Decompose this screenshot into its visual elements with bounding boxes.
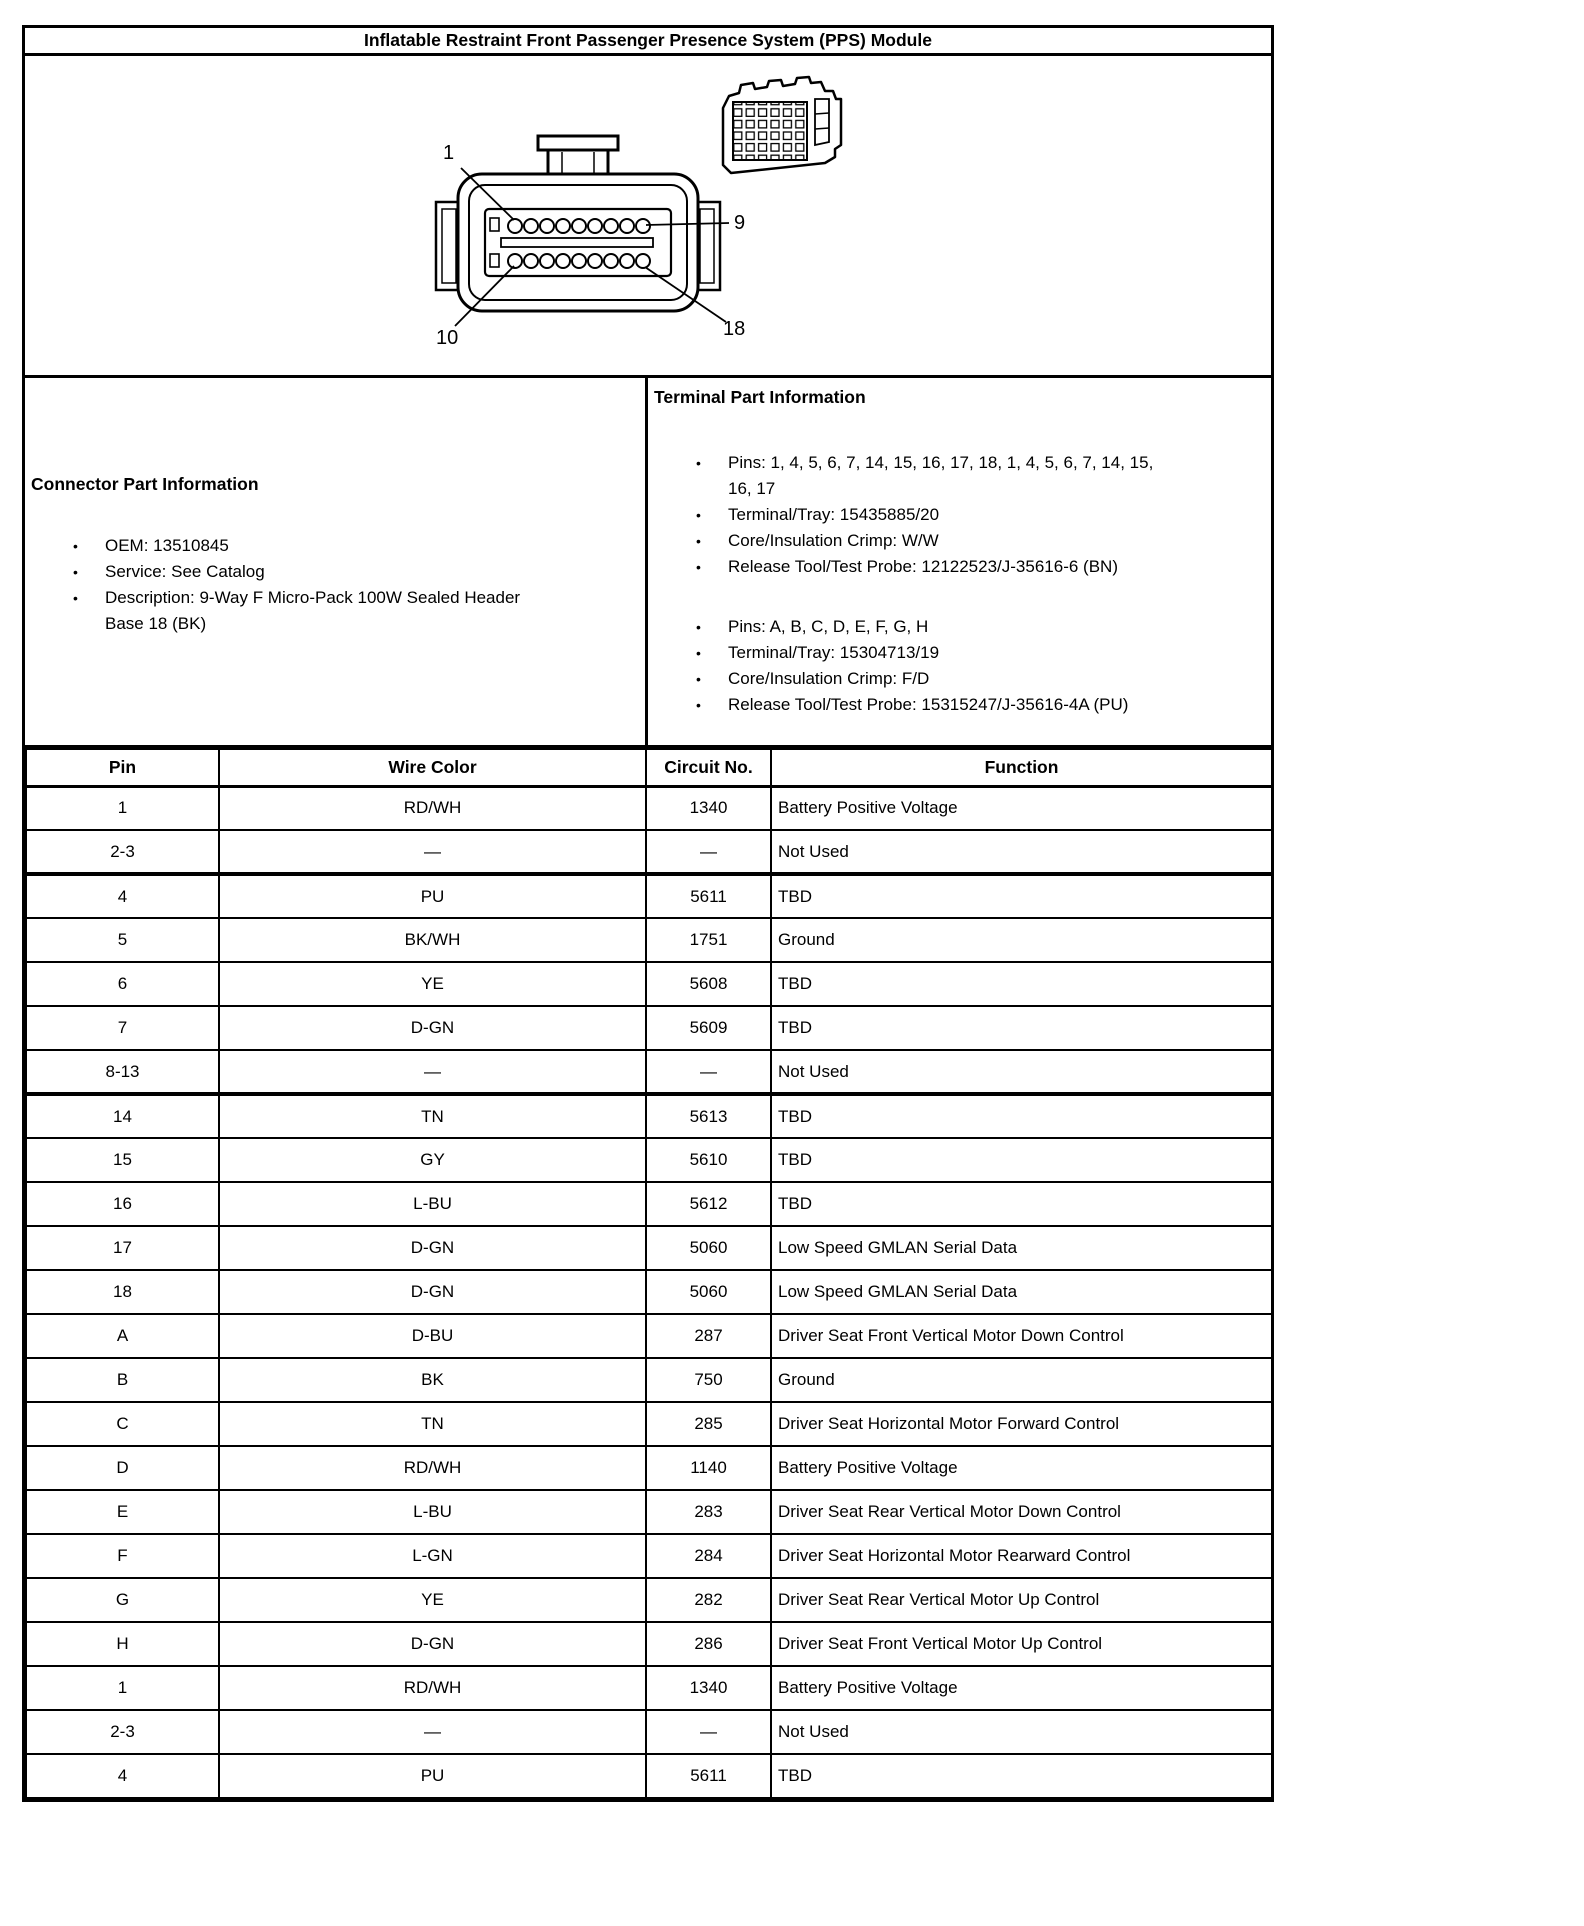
cell-wire-color: D-GN [219,1622,646,1666]
cell-pin: E [26,1490,219,1534]
pin-table-row [26,1666,1272,1710]
cell-circuit-no: 5610 [646,1138,771,1182]
latch-flange [538,136,618,150]
cell-wire-color: TN [219,1094,646,1138]
col-header-function: Function [771,749,1272,786]
cell-circuit-no: 284 [646,1534,771,1578]
pin-table-row [26,1358,1272,1402]
cell-circuit-no: 5613 [646,1094,771,1138]
bullet-item [654,692,1257,718]
bullet-text: Core/Insulation Crimp: F/D [728,669,930,688]
cell-wire-color: GY [219,1138,646,1182]
cell-function: Not Used [771,1050,1272,1094]
cell-wire-color: L-BU [219,1182,646,1226]
bullet-item [31,533,635,559]
cell-function: TBD [771,1754,1272,1798]
cell-pin: 18 [26,1270,219,1314]
pin-table-row [26,1270,1272,1314]
bullet-text: Service: See Catalog [105,562,265,581]
cell-wire-color: D-GN [219,1006,646,1050]
terminal-part-info-list-1 [654,450,1257,580]
bullet-item [654,502,1257,528]
cell-pin: 15 [26,1138,219,1182]
pin-table-row [26,1050,1272,1094]
cell-circuit-no: — [646,1050,771,1094]
cell-circuit-no: 5060 [646,1270,771,1314]
pin-table-row [26,1622,1272,1666]
bullet-text: Release Tool/Test Probe: 15315247/J-35616-4A (PU) [728,695,1129,714]
col-header-circuit-no: Circuit No. [646,749,771,786]
cell-wire-color: RD/WH [219,1666,646,1710]
pin-table-row [26,1534,1272,1578]
pin-table-row [26,786,1272,830]
pin-table-row [26,1182,1272,1226]
cell-pin: H [26,1622,219,1666]
cell-wire-color: PU [219,1754,646,1798]
callout-pin-18: 18 [723,318,746,340]
cell-wire-color: RD/WH [219,786,646,830]
cell-function: Driver Seat Rear Vertical Motor Up Control [771,1578,1272,1622]
bullet-text: Terminal/Tray: 15435885/20 [728,505,940,524]
cell-circuit-no: 5611 [646,874,771,918]
cell-circuit-no: 286 [646,1622,771,1666]
cell-function: TBD [771,1138,1272,1182]
cell-circuit-no: 282 [646,1578,771,1622]
pin-table-row [26,874,1272,918]
cell-function: Battery Positive Voltage [771,1446,1272,1490]
part-information-row [25,378,1271,748]
bullet-icon: • [696,455,701,471]
bullet-text: Pins: A, B, C, D, E, F, G, H [728,617,929,636]
terminal-part-info-title: Terminal Part Information [654,387,866,407]
connector-diagram [25,56,1271,378]
pin-table-body [26,786,1272,1798]
pin-table [25,748,1273,1799]
cell-circuit-no: 283 [646,1490,771,1534]
cell-function: Low Speed GMLAN Serial Data [771,1270,1272,1314]
terminal-part-info-section [648,378,1271,745]
bullet-icon: • [696,533,701,549]
callout-pin-1: 1 [443,142,455,164]
cell-pin: A [26,1314,219,1358]
cell-function: Not Used [771,1710,1272,1754]
cell-function: TBD [771,1094,1272,1138]
cell-pin: 1 [26,786,219,830]
cell-circuit-no: 1751 [646,918,771,962]
cell-wire-color: TN [219,1402,646,1446]
document-title: Inflatable Restraint Front Passenger Presence System (PPS) Module [364,30,932,50]
cell-function: TBD [771,1006,1272,1050]
bullet-icon: • [696,671,701,687]
bullet-icon: • [73,590,78,606]
cell-pin: C [26,1402,219,1446]
cell-pin: 2-3 [26,1710,219,1754]
pin-row-bottom [508,254,650,268]
connector-part-info-title: Connector Part Information [31,474,259,494]
bullet-icon: • [696,645,701,661]
cell-circuit-no: 1140 [646,1446,771,1490]
bullet-item [654,528,1257,554]
bullet-text: Terminal/Tray: 15304713/19 [728,643,940,662]
cell-function: Driver Seat Horizontal Motor Rearward Control [771,1534,1272,1578]
col-header-pin: Pin [26,749,219,786]
connector-part-info-list [31,533,635,637]
pin-table-header-row [26,749,1272,786]
bullet-icon: • [696,619,701,635]
bullet-text: Description: 9-Way F Micro-Pack 100W Sealed Header Base 18 (BK) [105,588,521,633]
connector-front-view [436,136,729,326]
cell-pin: 16 [26,1182,219,1226]
connector-document [22,25,1274,1802]
pin-table-row [26,830,1272,874]
connector-part-info-section [25,378,648,745]
bullet-text: Release Tool/Test Probe: 12122523/J-35616-6 (BN) [728,557,1118,576]
pin-table-row [26,962,1272,1006]
bullet-text: Pins: 1, 4, 5, 6, 7, 14, 15, 16, 17, 18, 1, 4, 5, 6, 7, 14, 15, 16, 17 [728,453,1154,498]
cell-wire-color: YE [219,1578,646,1622]
pin-table-row [26,1446,1272,1490]
connector-perspective-view [723,77,841,173]
cell-function: TBD [771,1182,1272,1226]
cell-circuit-no: 5060 [646,1226,771,1270]
cell-pin: B [26,1358,219,1402]
cell-circuit-no: 285 [646,1402,771,1446]
cell-function: Battery Positive Voltage [771,1666,1272,1710]
cell-pin: D [26,1446,219,1490]
cell-circuit-no: 1340 [646,786,771,830]
bullet-item [654,614,1257,640]
cell-function: Battery Positive Voltage [771,786,1272,830]
pin-table-row [26,1094,1272,1138]
cell-function: Driver Seat Horizontal Motor Forward Control [771,1402,1272,1446]
cell-function: Not Used [771,830,1272,874]
pin-table-row [26,1490,1272,1534]
callout-pin-9: 9 [734,212,746,234]
cell-pin: 17 [26,1226,219,1270]
cell-wire-color: PU [219,874,646,918]
bullet-icon: • [696,507,701,523]
cell-wire-color: L-GN [219,1534,646,1578]
bullet-text: OEM: 13510845 [105,536,229,555]
cell-circuit-no: 1340 [646,1666,771,1710]
bullet-item [654,554,1257,580]
cell-pin: F [26,1534,219,1578]
cell-function: TBD [771,874,1272,918]
cell-circuit-no: 5609 [646,1006,771,1050]
col-header-wire-color: Wire Color [219,749,646,786]
cell-circuit-no: — [646,1710,771,1754]
cell-function: Ground [771,1358,1272,1402]
cell-circuit-no: 287 [646,1314,771,1358]
cell-function: Low Speed GMLAN Serial Data [771,1226,1272,1270]
cell-wire-color: — [219,830,646,874]
pin-table-row [26,1138,1272,1182]
cell-wire-color: L-BU [219,1490,646,1534]
pin-table-row [26,1402,1272,1446]
center-slot [501,238,653,247]
cell-pin: 1 [26,1666,219,1710]
cell-pin: 4 [26,874,219,918]
cell-function: Ground [771,918,1272,962]
cell-pin: 4 [26,1754,219,1798]
bullet-item [654,450,1257,502]
cell-wire-color: D-GN [219,1226,646,1270]
cell-wire-color: D-BU [219,1314,646,1358]
bullet-item [31,585,635,637]
pin-table-row [26,1710,1272,1754]
pin-table-row [26,1006,1272,1050]
cell-circuit-no: 5611 [646,1754,771,1798]
cell-function: TBD [771,962,1272,1006]
pin-row-top [508,219,650,233]
cell-circuit-no: 5608 [646,962,771,1006]
cell-wire-color: RD/WH [219,1446,646,1490]
pin-table-row [26,1578,1272,1622]
terminal-part-info-list-2 [654,614,1257,718]
bullet-icon: • [73,564,78,580]
callout-pin-10: 10 [436,327,459,349]
cell-wire-color: BK [219,1358,646,1402]
document-title-bar [25,28,1271,56]
bullet-icon: • [696,697,701,713]
cell-wire-color: — [219,1710,646,1754]
pin-table-row [26,1314,1272,1358]
pin-table-row [26,1754,1272,1798]
cell-wire-color: BK/WH [219,918,646,962]
bullet-item [31,559,635,585]
cell-pin: 7 [26,1006,219,1050]
cell-circuit-no: 5612 [646,1182,771,1226]
cell-function: Driver Seat Front Vertical Motor Up Control [771,1622,1272,1666]
cell-function: Driver Seat Rear Vertical Motor Down Control [771,1490,1272,1534]
connector-diagram-panel [25,56,1271,378]
cell-pin: G [26,1578,219,1622]
bullet-item [654,666,1257,692]
cell-pin: 6 [26,962,219,1006]
pin-table-row [26,918,1272,962]
cell-pin: 14 [26,1094,219,1138]
bullet-item [654,640,1257,666]
cell-pin: 5 [26,918,219,962]
cell-function: Driver Seat Front Vertical Motor Down Control [771,1314,1272,1358]
cell-pin: 2-3 [26,830,219,874]
bullet-icon: • [73,538,78,554]
cell-wire-color: YE [219,962,646,1006]
cell-circuit-no: — [646,830,771,874]
cell-pin: 8-13 [26,1050,219,1094]
bullet-text: Core/Insulation Crimp: W/W [728,531,939,550]
cell-wire-color: — [219,1050,646,1094]
bullet-icon: • [696,559,701,575]
cell-wire-color: D-GN [219,1270,646,1314]
cell-circuit-no: 750 [646,1358,771,1402]
pin-table-row [26,1226,1272,1270]
